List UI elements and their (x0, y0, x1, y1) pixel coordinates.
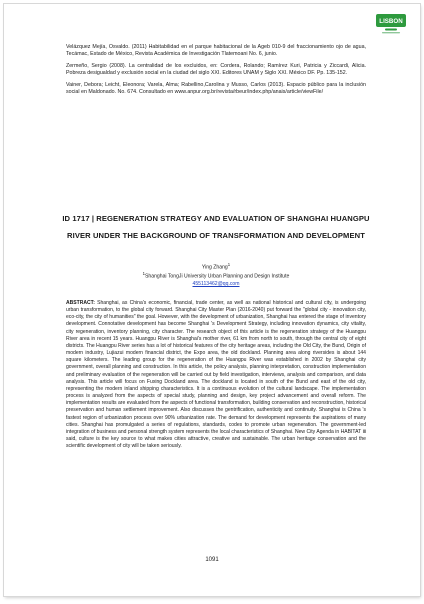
author-line (66, 262, 366, 271)
reference-item: Vainer, Debora; Leicht, Eleonora; Varela, Alma; Rabellino,Carolina y Musso, Carlos (2013). Espacio público para la inclusión social en Maldonado. No. 674. Consultado en www.anpur.org.br/revista/rbeur/index.php/anais/article/viewFile/ (66, 81, 366, 95)
reference-item: Zermeño, Sergio (2008). La centralidad de los excluidos, en: Cordera, Rolando; Ramírez Kuri, Patricia y Ziccardi, Alicia. Pobreza desigualdad y exclusión social en la ciudad del siglo XXI. Editores UNAM y Siglo XXI. México DF. Pp. 135-152. (66, 62, 366, 76)
conference-logo (376, 14, 406, 36)
author-block (66, 262, 366, 288)
reference-list (66, 44, 366, 100)
paper-title: ID 1717 | REGENERATION STRATEGY AND EVALUATION OF SHANGHAI HUANGPU RIVER UNDER THE BACKGROUND OF TRANSFORMATION AND DEVELOPMENT (62, 214, 370, 240)
author-name: Ying Zhang (201, 264, 228, 271)
reference-item: Velázquez Mejía, Osvaldo. (2011) Habitabilidad en el parque habitacional de la Ageb 010-9 del fraccionamiento ojo de agua, Tecámac, Estado de México, Revista Académica de Investigación Tlatemoani No. 6, junio. (66, 44, 366, 58)
abstract-label: ABSTRACT: (66, 300, 95, 306)
abstract-paragraph (66, 300, 366, 450)
email-line (66, 281, 366, 288)
page-number: 1091 (205, 557, 219, 563)
author-superscript: 1 (227, 262, 231, 267)
affiliation: Shanghai TongJi University Urban Planning and Design Institute (145, 274, 290, 281)
abstract-text: Shanghai, as China's economic, financial, trade center, as well as national historical and cultural city, is undergoing urban transformation, to the global city forward. Shanghai City Master Plan (2016-2040) put forward the "global city - innovation city, eco-city, the city of humanities" the goal. However, with the development of urbanization, Shanghai has entered the stage of inventory development. Connotative development has become Shanghai 's Development Strategy, including innovation dynamics, city vitality, city regeneration, inventory planning, city character. The research object of this article is the regeneration strategy of the Huangpu River area in recent 15 years. Huangpu River is Shanghai's mother river, 61 km from north to south, through the central city of eight districts. The Huangpu River series has a lot of historical features of the city heritage areas, including the Old City, the Bund, Origin of modern industry, Lujiazui modern financial district, the Expo area, the old dockland. Planning area along riversides is about 144 square kilometers. The leading group for the regeneration of the Huangpu River was established in 2002 by Shanghai city government, overall planning and construction. In this article, the policy analysis, planning interpretation, construction implementation and preliminary evaluation of the regeneration will be carried out by field investigation, interviews, analysis and comparison, and data analysis. This article will focus on Fuxing Dockland area. The dockland is located in south of the Bund and east of the old city, representing the modern inland shipping characteristics. It is a continuous evolution of the cultural landscape. The implementation process is analyzed from the aspects of special study, planning and design, key project advancement and overall reform. The implementation results are evaluated from the aspects of functional transformation, building conservation and reconstruction, historical preservation and human settlement improvement. Also discusses the gentrification, authenticity and continuity. Shanghai is China 's fastest region of urbanization process over 90% urbanization rate. The demand for development represents the aspirations of many cities. Shanghai has promulgated a series of regulations, standards, codes to promote urban regeneration. The government-led integration of business and personal strength system represents the local characteristics of Shanghai. New City Agenda in HABITAT Ⅲ said, culture is the key source to what makes cities attractive, creative and sustainable. The urban heritage conservation and the scientific development of city will be taken seriously. (66, 300, 366, 450)
conference-logo-icon (376, 14, 406, 36)
author-email-link[interactable]: 455113462@qq.com (192, 280, 240, 287)
logo-text: LISBON (379, 18, 403, 25)
affiliation-superscript: 1 (142, 271, 146, 277)
document-page (4, 4, 420, 596)
affiliation-line (66, 271, 366, 280)
